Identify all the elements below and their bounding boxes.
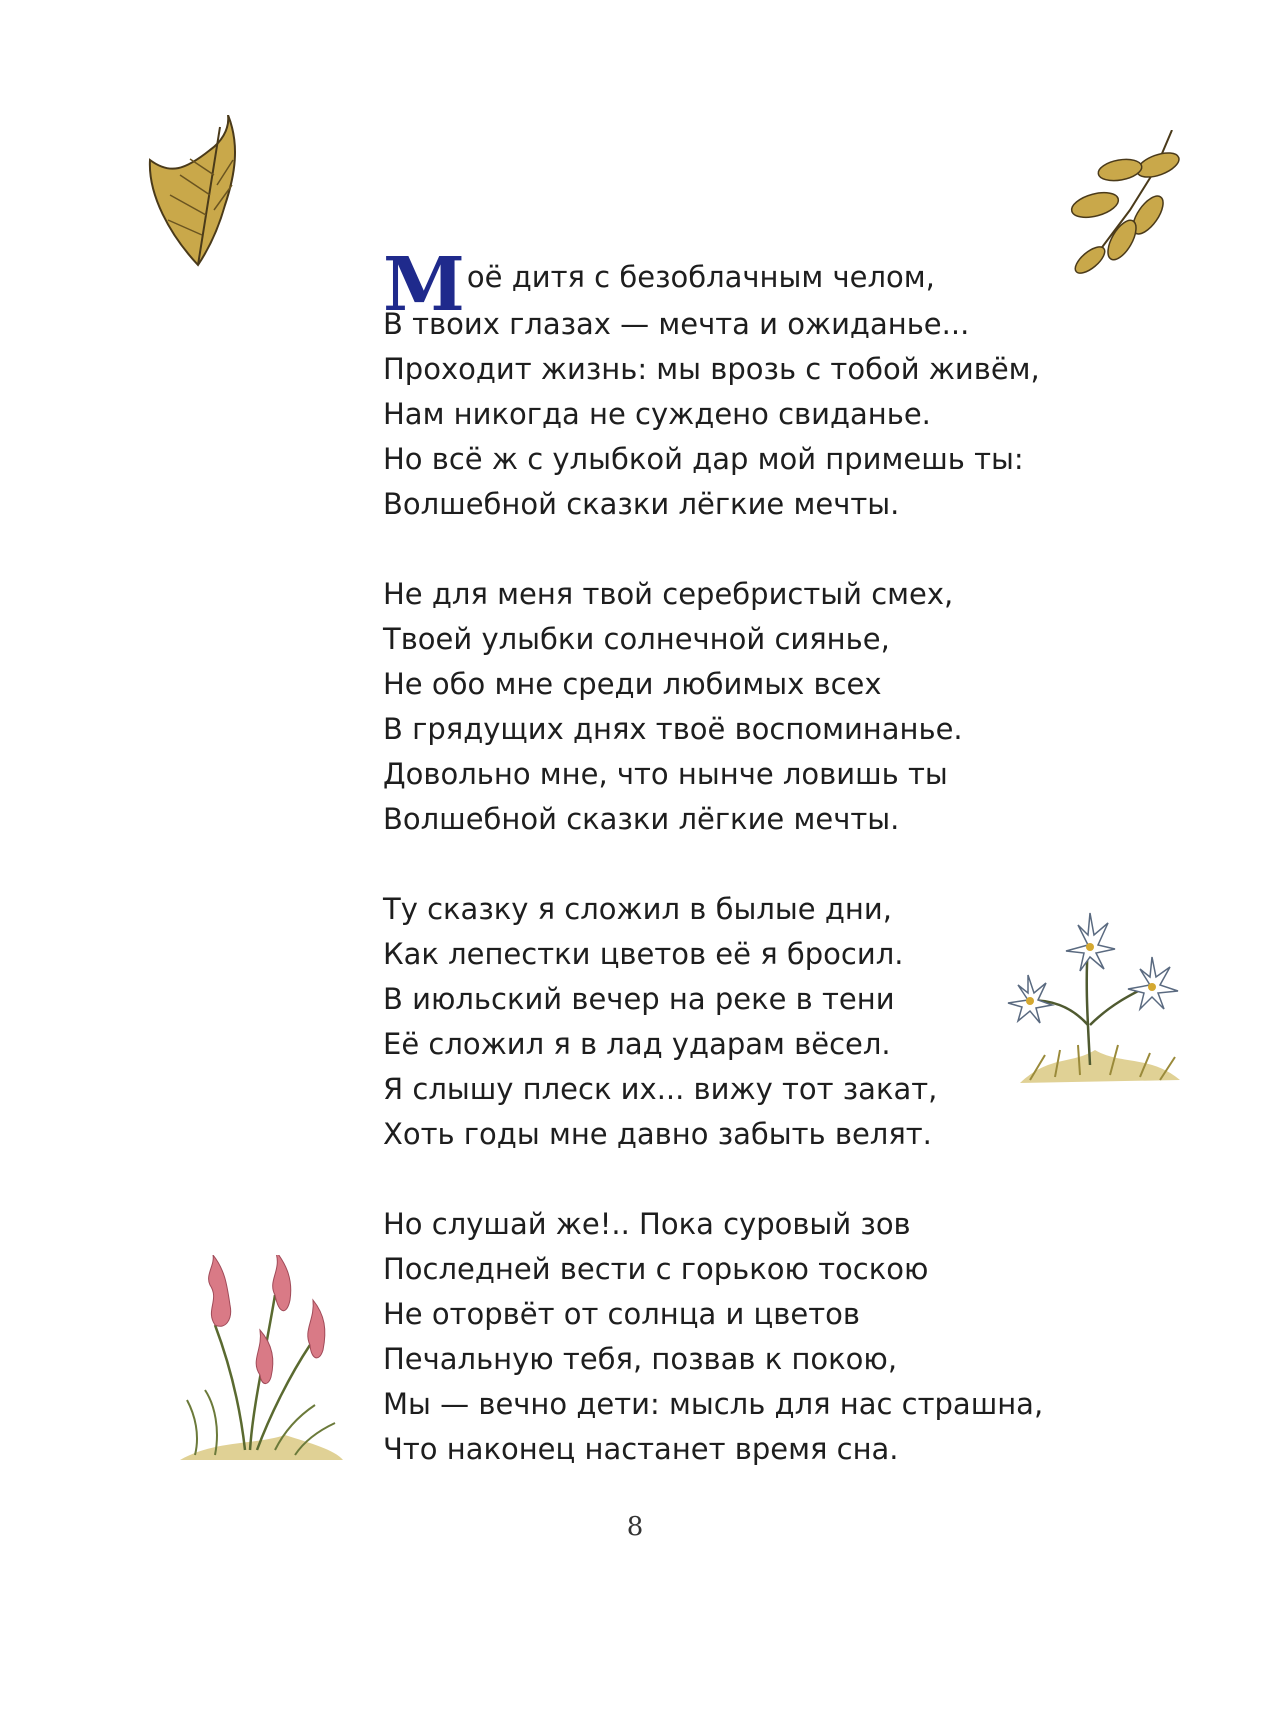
stanza [383,242,1083,527]
poem-line: Ту сказку я сложил в былые дни, [383,892,892,926]
poem-line: Я слышу плеск их... вижу тот закат, [383,1072,938,1106]
poem-line: Её сложил я в лад ударам вёсел. [383,1027,891,1061]
poem-line: Нам никогда не суждено свиданье. [383,397,931,431]
poem-line: Не оторвёт от солнца и цветов [383,1297,860,1331]
page-number: 8 [626,1512,644,1542]
poem-line: Довольно мне, что нынче ловишь ты [383,757,948,791]
autumn-leaf-illustration [140,115,250,275]
poem-line: Волшебной сказки лёгкие мечты. [383,802,900,836]
poem-line: Волшебной сказки лёгкие мечты. [383,487,900,521]
poem-line: В июльский вечер на реке в тени [383,982,895,1016]
poem-line-text: оё дитя с безоблачным челом, [466,260,935,294]
stanza [383,572,1083,842]
poem-line: Последней вести с горькою тоскою [383,1252,929,1286]
stanza [383,1202,1083,1472]
stanza [383,887,1083,1157]
poem-line: Проходит жизнь: мы врозь с тобой живём, [383,352,1040,386]
drop-cap: М [383,242,465,328]
poem [383,242,1083,1517]
poem-line: Печальную тебя, позвав к покою, [383,1342,898,1376]
poem-line: Хоть годы мне давно забыть велят. [383,1117,932,1151]
poem-line: Как лепестки цветов её я бросил. [383,937,904,971]
poem-line: В грядущих днях твоё воспоминанье. [383,712,963,746]
poem-line: Твоей улыбки солнечной сиянье, [383,622,890,656]
poem-line: Мы — вечно дети: мысль для нас страшна, [383,1387,1044,1421]
poem-line: В твоих глазах — мечта и ожиданье... [383,307,970,341]
poem-line: Не обо мне среди любимых всех [383,667,882,701]
poem-line: Но всё ж с улыбкой дар мой примешь ты: [383,442,1024,476]
pink-flower-illustration [175,1255,345,1465]
poem-line: Но слушай же!.. Пока суровый зов [383,1207,911,1241]
poem-line: Не для меня твой серебристый смех, [383,577,954,611]
poem-line: Что наконец настанет время сна. [383,1432,899,1466]
